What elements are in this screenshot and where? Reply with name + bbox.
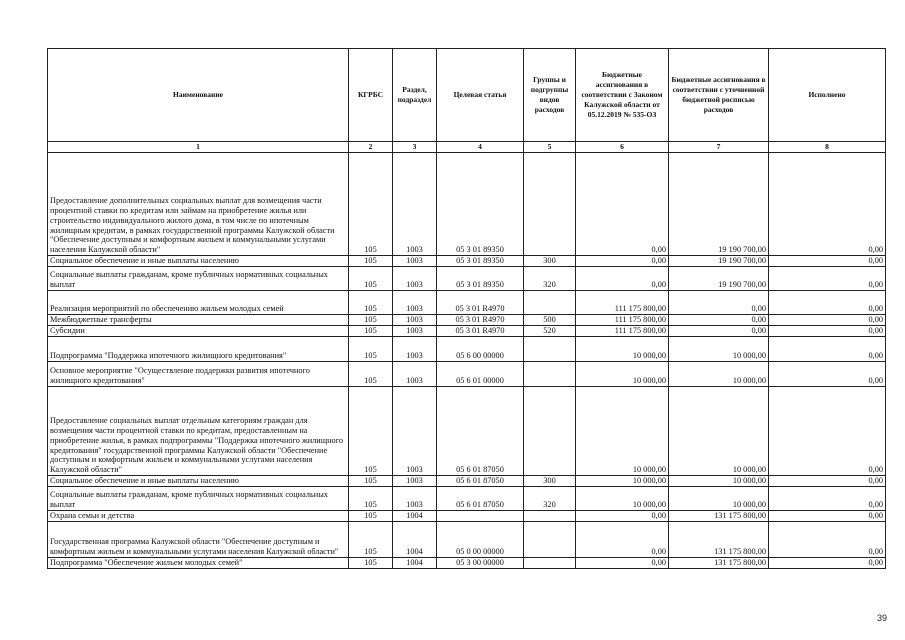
budget-table xyxy=(47,48,886,569)
cell-revised: 131 175 800,00 xyxy=(669,511,769,522)
column-number-row xyxy=(48,142,886,153)
table-row xyxy=(48,476,886,487)
cell-law: 111 175 800,00 xyxy=(576,291,669,315)
cell-revised: 10 000,00 xyxy=(669,337,769,362)
cell-name: Основное мероприятие "Осуществление поддержки развития ипотечного жилищного кредитования" xyxy=(48,362,349,387)
cell-target xyxy=(437,511,524,522)
cell-kgrbs: 105 xyxy=(349,153,393,256)
cell-name: Реализация мероприятий по обеспечению жильем молодых семей xyxy=(48,291,349,315)
cell-executed: 0,00 xyxy=(769,387,886,476)
header-section: Раздел, подраздел xyxy=(393,49,437,142)
cell-group: 520 xyxy=(524,326,576,337)
cell-executed: 0,00 xyxy=(769,153,886,256)
cell-revised: 0,00 xyxy=(669,315,769,326)
cell-target: 05 6 00 00000 xyxy=(437,337,524,362)
cell-group xyxy=(524,522,576,558)
cell-kgrbs: 105 xyxy=(349,256,393,267)
cell-law: 0,00 xyxy=(576,511,669,522)
table-row xyxy=(48,291,886,315)
cell-executed: 0,00 xyxy=(769,256,886,267)
cell-law: 10 000,00 xyxy=(576,387,669,476)
cell-section: 1004 xyxy=(393,558,437,569)
cell-revised: 0,00 xyxy=(669,291,769,315)
cell-law: 10 000,00 xyxy=(576,362,669,387)
cell-target: 05 6 01 87050 xyxy=(437,487,524,511)
cell-target: 05 3 01 R4970 xyxy=(437,315,524,326)
cell-name: Предоставление социальных выплат отдельным категориям граждан для возмещения части процентной ставки по кредитам, предоставленным на приобретение жилья, в рамках подпрограммы "Поддержка ипотечного жилищного кредитования" государственной программы Калужской области "Обеспечение доступным и комфортным жильем и коммунальными услугами населения Калужской области" xyxy=(48,387,349,476)
cell-law: 111 175 800,00 xyxy=(576,326,669,337)
col-number: 5 xyxy=(524,142,576,153)
cell-section: 1003 xyxy=(393,487,437,511)
cell-section: 1004 xyxy=(393,511,437,522)
table-row xyxy=(48,267,886,291)
cell-executed: 0,00 xyxy=(769,476,886,487)
cell-section: 1003 xyxy=(393,153,437,256)
col-number: 6 xyxy=(576,142,669,153)
cell-law: 0,00 xyxy=(576,522,669,558)
table-row xyxy=(48,387,886,476)
header-revised: Бюджетные ассигнования в соответствии с уточненной бюджетной росписью расходов xyxy=(669,49,769,142)
cell-kgrbs: 105 xyxy=(349,522,393,558)
cell-section: 1003 xyxy=(393,387,437,476)
cell-kgrbs: 105 xyxy=(349,337,393,362)
cell-revised: 10 000,00 xyxy=(669,387,769,476)
cell-target: 05 3 01 R4970 xyxy=(437,326,524,337)
header-target: Целевая статья xyxy=(437,49,524,142)
cell-target: 05 3 01 89350 xyxy=(437,267,524,291)
cell-executed: 0,00 xyxy=(769,315,886,326)
cell-section: 1003 xyxy=(393,362,437,387)
cell-revised: 19 190 700,00 xyxy=(669,256,769,267)
cell-revised: 10 000,00 xyxy=(669,476,769,487)
cell-name: Социальное обеспечение и иные выплаты населению xyxy=(48,476,349,487)
cell-kgrbs: 105 xyxy=(349,291,393,315)
cell-group: 300 xyxy=(524,256,576,267)
table-row xyxy=(48,315,886,326)
cell-target: 05 3 01 89350 xyxy=(437,256,524,267)
col-number: 2 xyxy=(349,142,393,153)
table-row xyxy=(48,256,886,267)
cell-section: 1003 xyxy=(393,326,437,337)
header-executed: Исполнено xyxy=(769,49,886,142)
cell-section: 1003 xyxy=(393,476,437,487)
header-group: Группы и подгруппы видов расходов xyxy=(524,49,576,142)
cell-target: 05 3 01 89350 xyxy=(437,153,524,256)
cell-group xyxy=(524,337,576,362)
cell-group: 320 xyxy=(524,487,576,511)
cell-law: 111 175 800,00 xyxy=(576,315,669,326)
cell-group xyxy=(524,511,576,522)
cell-revised: 0,00 xyxy=(669,326,769,337)
table-row xyxy=(48,558,886,569)
cell-kgrbs: 105 xyxy=(349,487,393,511)
cell-section: 1004 xyxy=(393,522,437,558)
table-row xyxy=(48,522,886,558)
cell-kgrbs: 105 xyxy=(349,476,393,487)
cell-name: Межбюджетные трансферты xyxy=(48,315,349,326)
cell-executed: 0,00 xyxy=(769,267,886,291)
cell-name: Социальные выплаты гражданам, кроме публичных нормативных социальных выплат xyxy=(48,487,349,511)
cell-section: 1003 xyxy=(393,267,437,291)
cell-kgrbs: 105 xyxy=(349,362,393,387)
cell-law: 10 000,00 xyxy=(576,476,669,487)
cell-kgrbs: 105 xyxy=(349,326,393,337)
cell-target: 05 3 01 R4970 xyxy=(437,291,524,315)
header-name: Наименование xyxy=(48,49,349,142)
col-number: 4 xyxy=(437,142,524,153)
cell-executed: 0,00 xyxy=(769,337,886,362)
cell-section: 1003 xyxy=(393,337,437,362)
col-number: 3 xyxy=(393,142,437,153)
table-row xyxy=(48,362,886,387)
cell-executed: 0,00 xyxy=(769,291,886,315)
col-number: 8 xyxy=(769,142,886,153)
cell-law: 0,00 xyxy=(576,153,669,256)
header-kgrbs: КГРБС xyxy=(349,49,393,142)
cell-name: Социальные выплаты гражданам, кроме публичных нормативных социальных выплат xyxy=(48,267,349,291)
cell-group xyxy=(524,153,576,256)
cell-target: 05 6 01 00000 xyxy=(437,362,524,387)
cell-kgrbs: 105 xyxy=(349,387,393,476)
cell-name: Субсидии xyxy=(48,326,349,337)
cell-group: 500 xyxy=(524,315,576,326)
cell-revised: 10 000,00 xyxy=(669,362,769,387)
cell-law: 10 000,00 xyxy=(576,487,669,511)
cell-law: 0,00 xyxy=(576,267,669,291)
cell-name: Подпрограмма "Поддержка ипотечного жилищного кредитования" xyxy=(48,337,349,362)
table-row xyxy=(48,487,886,511)
cell-group xyxy=(524,387,576,476)
cell-target: 05 0 00 00000 xyxy=(437,522,524,558)
cell-section: 1003 xyxy=(393,291,437,315)
cell-executed: 0,00 xyxy=(769,362,886,387)
cell-executed: 0,00 xyxy=(769,487,886,511)
cell-revised: 19 190 700,00 xyxy=(669,153,769,256)
cell-kgrbs: 105 xyxy=(349,315,393,326)
cell-name: Предоставление дополнительных социальных выплат для возмещения части процентной ставки по кредитам или займам на приобретение жилья или строительство индивидуального жилого дома, в том числе по ипотечным жилищным кредитам, в рамках государственной программы Калужской области "Обеспечение доступным и комфортным жильем и коммунальными услугами населения Калужской области" xyxy=(48,153,349,256)
cell-law: 0,00 xyxy=(576,256,669,267)
cell-executed: 0,00 xyxy=(769,522,886,558)
cell-name: Государственная программа Калужской области "Обеспечение доступным и комфортным жильем и коммунальными услугами населения Калужской области" xyxy=(48,522,349,558)
col-number: 7 xyxy=(669,142,769,153)
cell-target: 05 6 01 87050 xyxy=(437,476,524,487)
cell-group xyxy=(524,362,576,387)
header-law: Бюджетные ассигнования в соответствии с Законом Калужской области от 05.12.2019 № 535-ОЗ xyxy=(576,49,669,142)
table-row xyxy=(48,153,886,256)
col-number: 1 xyxy=(48,142,349,153)
cell-group: 320 xyxy=(524,267,576,291)
cell-law: 0,00 xyxy=(576,558,669,569)
cell-kgrbs: 105 xyxy=(349,511,393,522)
cell-group xyxy=(524,558,576,569)
cell-executed: 0,00 xyxy=(769,511,886,522)
cell-name: Подпрограмма "Обеспечение жильем молодых семей" xyxy=(48,558,349,569)
cell-target: 05 6 01 87050 xyxy=(437,387,524,476)
cell-kgrbs: 105 xyxy=(349,267,393,291)
cell-revised: 19 190 700,00 xyxy=(669,267,769,291)
cell-kgrbs: 105 xyxy=(349,558,393,569)
cell-executed: 0,00 xyxy=(769,326,886,337)
cell-law: 10 000,00 xyxy=(576,337,669,362)
header-row xyxy=(48,49,886,142)
cell-group: 300 xyxy=(524,476,576,487)
cell-target: 05 3 00 00000 xyxy=(437,558,524,569)
cell-name: Социальное обеспечение и иные выплаты населению xyxy=(48,256,349,267)
table-row xyxy=(48,337,886,362)
cell-executed: 0,00 xyxy=(769,558,886,569)
cell-section: 1003 xyxy=(393,315,437,326)
table-row xyxy=(48,326,886,337)
cell-group xyxy=(524,291,576,315)
cell-revised: 10 000,00 xyxy=(669,487,769,511)
page-number: 39 xyxy=(876,613,887,623)
cell-revised: 131 175 800,00 xyxy=(669,558,769,569)
cell-section: 1003 xyxy=(393,256,437,267)
cell-name: Охрана семьи и детства xyxy=(48,511,349,522)
table-row xyxy=(48,511,886,522)
cell-revised: 131 175 800,00 xyxy=(669,522,769,558)
